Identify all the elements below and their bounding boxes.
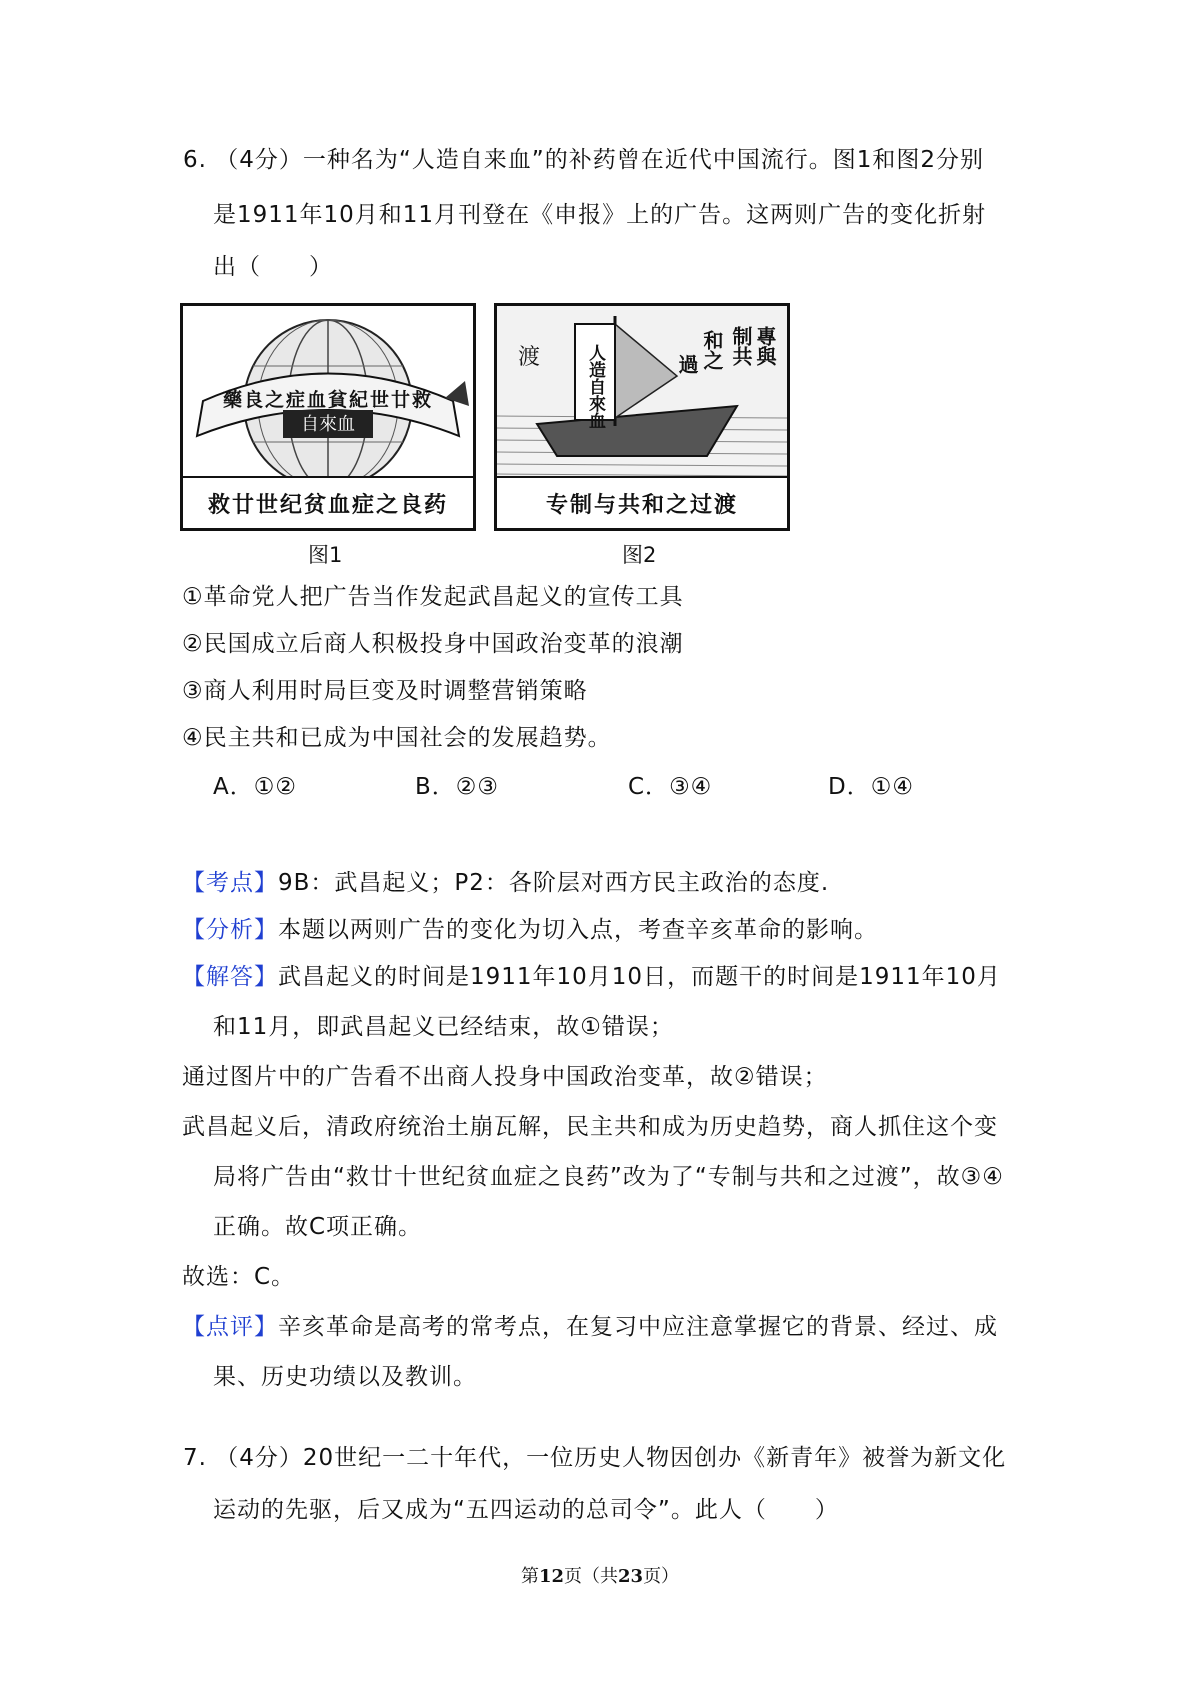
- jieda-line-5: 局将广告由“救廿十世纪贫血症之良药”改为了“专制与共和之过渡”，故③④: [213, 1164, 1004, 1190]
- jieda-text-1: 武昌起义的时间是1911年10月10日，而题干的时间是1911年10月: [278, 964, 1001, 990]
- figure-2-side-text-far: 渡: [517, 345, 541, 370]
- figure-2-advertisement: [494, 303, 790, 531]
- fenxi-tag: 【分析】: [182, 917, 278, 943]
- figure-1-caption-band: 救廿世纪贫血症之良药: [183, 476, 473, 528]
- q6-line-3: 出（ ）: [213, 254, 333, 280]
- option-a-value: ①②: [253, 774, 297, 800]
- figure-1-ribbon-text: 藥良之症血貧紀世廿救: [222, 389, 434, 411]
- kaodian-line: [182, 868, 829, 898]
- option-a[interactable]: [213, 772, 297, 802]
- figure-1-advertisement: [180, 303, 476, 531]
- option-c-letter: C．: [628, 774, 670, 800]
- jieda-line-2: 和11月，即武昌起义已经结束，故①错误；: [213, 1014, 674, 1040]
- jieda-line-1: [182, 962, 1001, 992]
- figure-1-center-text: 自來血: [301, 414, 355, 435]
- statement-3: ③商人利用时局巨变及时调整营销策略: [182, 678, 588, 704]
- kaodian-tag: 【考点】: [182, 870, 278, 896]
- footer-middle: 页（共: [564, 1566, 618, 1587]
- statement-2: ②民国成立后商人积极投身中国政治变革的浪潮: [182, 631, 684, 657]
- answer-line: 故选：C。: [182, 1264, 296, 1290]
- kaodian-text: 9B：武昌起义；P2：各阶层对西方民主政治的态度.: [278, 870, 830, 896]
- option-d-letter: D．: [828, 774, 871, 800]
- fenxi-line: [182, 915, 878, 945]
- option-c-value: ③④: [669, 774, 713, 800]
- option-c[interactable]: [628, 772, 712, 802]
- option-b-value: ②③: [455, 774, 500, 800]
- footer-suffix: 页）: [643, 1566, 680, 1587]
- globe-illustration: [183, 306, 473, 478]
- dianping-line-1: [182, 1312, 998, 1342]
- figure-1-label: 图1: [308, 543, 343, 567]
- dianping-line-2: 果、历史功绩以及教训。: [213, 1364, 477, 1390]
- footer-total-pages: 23: [618, 1566, 644, 1587]
- jieda-line-3: 通过图片中的广告看不出商人投身中国政治变革，故②错误；: [182, 1064, 828, 1090]
- q6-line-2: 是1911年10月和11月刊登在《申报》上的广告。这两则广告的变化折射: [213, 202, 987, 228]
- figure-2-label: 图2: [622, 543, 657, 567]
- option-b[interactable]: [415, 772, 499, 802]
- dianping-text-1: 辛亥革命是高考的常考点，在复习中应注意掌握它的背景、经过、成: [278, 1314, 998, 1340]
- figure-2-side-text-right: 專與: [753, 326, 777, 366]
- option-b-letter: B．: [415, 774, 456, 800]
- figure-2-side-text-right2: 制共: [729, 326, 753, 366]
- option-d[interactable]: [828, 772, 914, 802]
- jieda-tag: 【解答】: [182, 964, 278, 990]
- q7-line-2: 运动的先驱，后又成为“五四运动的总司令”。此人（ ）: [213, 1497, 839, 1523]
- figure-2-side-text-mid: 和之: [700, 330, 724, 370]
- statement-4: ④民主共和已成为中国社会的发展趋势。: [182, 725, 612, 751]
- q6-line-1: 6. （4分）一种名为“人造自来血”的补药曾在近代中国流行。图1和图2分别: [183, 147, 984, 173]
- option-a-letter: A．: [213, 774, 254, 800]
- figure-2-sail-text: 人造自來血: [585, 344, 605, 429]
- jieda-line-6: 正确。故C项正确。: [213, 1214, 423, 1240]
- statement-1: ①革命党人把广告当作发起武昌起义的宣传工具: [182, 584, 684, 610]
- figure-2-side-text-left: 過: [675, 354, 699, 374]
- option-d-value: ①④: [870, 774, 914, 800]
- ship-illustration: [497, 306, 787, 478]
- jieda-line-4: 武昌起义后，清政府统治土崩瓦解，民主共和成为历史趋势，商人抓住这个变: [182, 1114, 998, 1140]
- dianping-tag: 【点评】: [182, 1314, 278, 1340]
- figure-2-caption-band: 专制与共和之过渡: [497, 476, 787, 528]
- footer-prefix: 第: [520, 1566, 539, 1587]
- q7-line-1: 7. （4分）20世纪一二十年代，一位历史人物因创办《新青年》被誉为新文化: [183, 1445, 1007, 1471]
- page-footer: [0, 1562, 1200, 1588]
- footer-page-number: 12: [538, 1566, 564, 1587]
- fenxi-text: 本题以两则广告的变化为切入点，考查辛亥革命的影响。: [278, 917, 878, 943]
